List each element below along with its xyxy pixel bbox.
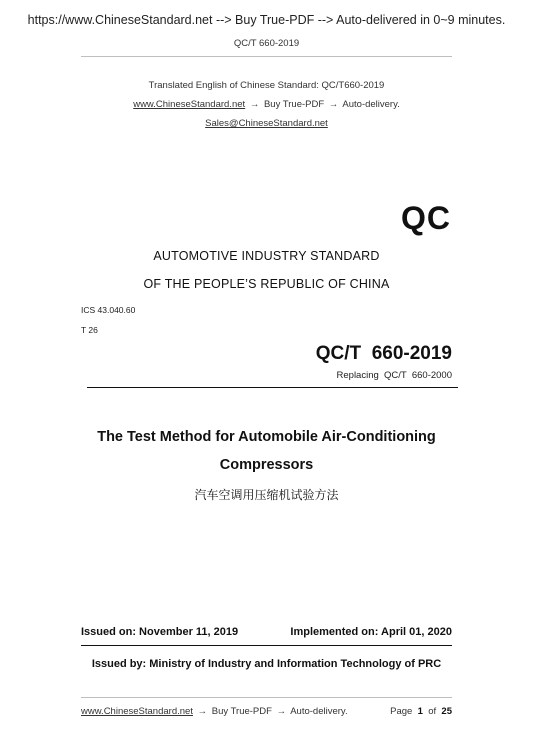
standard-number: QC/T 660-2019	[315, 343, 452, 364]
document-title-line-1: The Test Method for Automobile Air-Conditioning	[97, 429, 436, 445]
footer-site-link[interactable]: www.ChineseStandard.net	[81, 706, 193, 717]
issued-on-date: Issued on: November 11, 2019	[81, 626, 239, 638]
email-link[interactable]: Sales@ChineseStandard.net	[205, 118, 328, 129]
delivery-step-auto: Auto-delivery.	[342, 99, 400, 110]
total-pages: 25	[441, 706, 452, 717]
of-label: of	[428, 706, 437, 717]
footer-delivery-step-buy: Buy True-PDF	[211, 706, 272, 717]
page-indicator	[390, 706, 452, 717]
arrow-icon: →	[328, 99, 339, 110]
delivery-line	[0, 99, 533, 110]
delivery-step-buy: Buy True-PDF	[263, 99, 325, 110]
t-code: T 26	[81, 325, 98, 335]
issuing-authority: Issued by: Ministry of Industry and Information Technology of PRC	[91, 658, 442, 670]
footer-delivery-line	[81, 706, 348, 717]
implemented-on-date: Implemented on: April 01, 2020	[290, 626, 452, 638]
translation-note: Translated English of Chinese Standard: QC/T660-2019	[148, 80, 385, 91]
qc-logo: QC	[401, 200, 451, 236]
footer-delivery-step-auto: Auto-delivery.	[290, 706, 348, 717]
source-banner: https://www.ChineseStandard.net --> Buy True-PDF --> Auto-delivered in 0~9 minutes.	[27, 13, 506, 27]
ics-code: ICS 43.040.60	[81, 305, 136, 315]
issue-divider	[81, 645, 452, 646]
industry-standard-line-1: AUTOMOTIVE INDUSTRY STANDARD	[153, 249, 380, 263]
header-divider	[81, 56, 452, 57]
arrow-icon: →	[249, 99, 260, 110]
email-line	[0, 118, 533, 129]
footer-divider	[81, 697, 452, 698]
header-doc-code: QC/T 660-2019	[233, 38, 300, 49]
title-divider	[87, 387, 458, 388]
arrow-icon: →	[197, 706, 208, 717]
document-title-chinese: 汽车空调用压缩机试验方法	[194, 488, 339, 502]
page-label: Page	[390, 706, 413, 717]
site-link[interactable]: www.ChineseStandard.net	[133, 99, 246, 110]
replacing-note: Replacing QC/T 660-2000	[336, 370, 452, 381]
page-number: 1	[417, 706, 423, 717]
industry-standard-line-2: OF THE PEOPLE’S REPUBLIC OF CHINA	[143, 277, 390, 291]
document-title-line-2: Compressors	[219, 457, 314, 473]
arrow-icon: →	[276, 706, 287, 717]
